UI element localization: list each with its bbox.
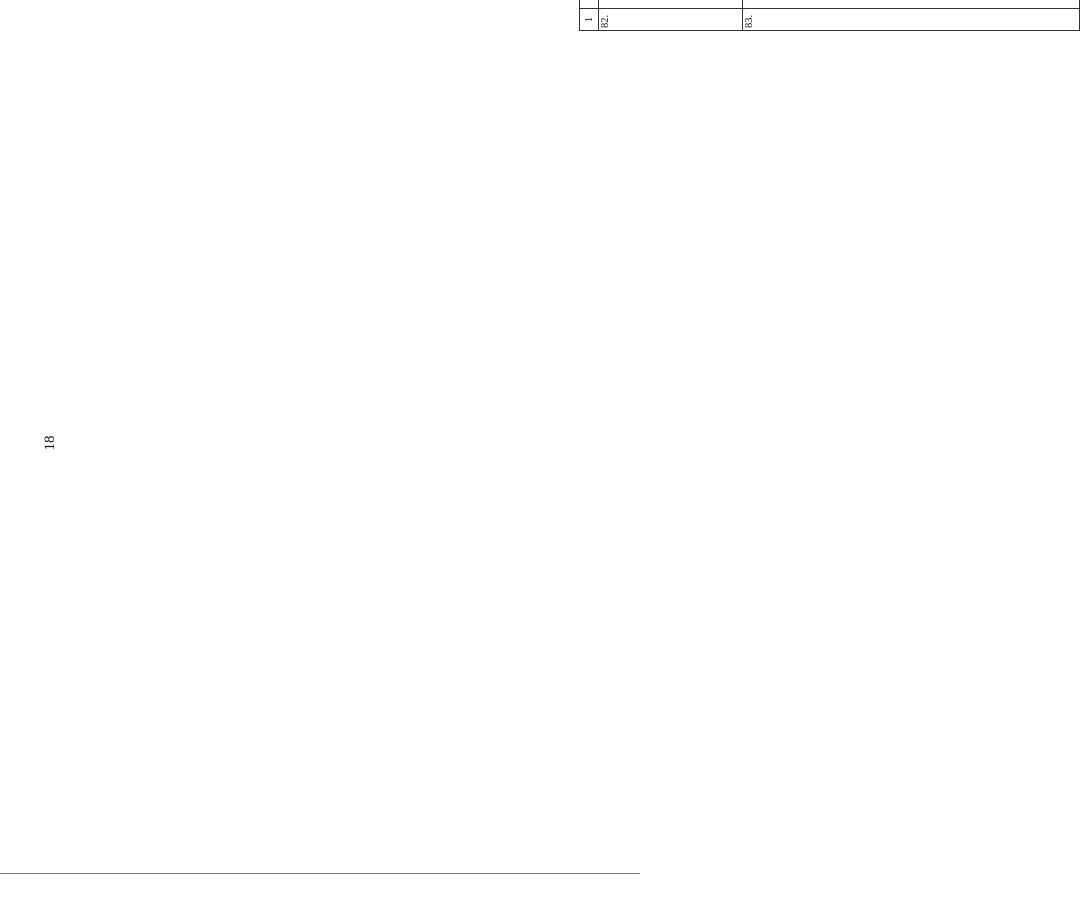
row-number: 82. <box>599 9 743 31</box>
table-row <box>599 0 743 31</box>
rotated-table-sheet <box>579 0 1083 31</box>
page-bottom-rule <box>0 873 640 874</box>
page-number: 18 <box>42 435 58 451</box>
column-number-row <box>580 0 599 31</box>
col-header <box>580 0 599 9</box>
cell-empty <box>599 0 743 9</box>
cell-empty <box>743 0 1080 9</box>
table-row <box>743 0 1080 31</box>
col-header: 1 <box>580 9 599 31</box>
row-number: 83. <box>743 9 1080 31</box>
requirements-table <box>579 0 1080 31</box>
